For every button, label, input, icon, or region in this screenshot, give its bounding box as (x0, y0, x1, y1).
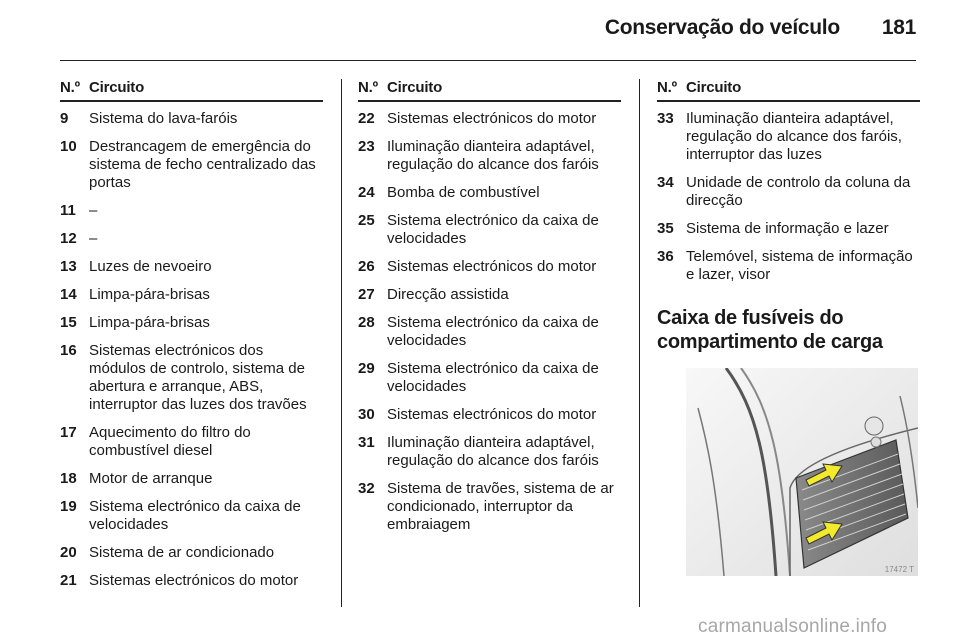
header-circuit: Circuito (89, 79, 145, 96)
header-title: Conservação do veículo (604, 16, 840, 39)
fuse-circuit: Iluminação dianteira adaptável, regulação do alcance dos faróis (387, 138, 599, 173)
fuse-row (657, 174, 920, 210)
fuse-number: 29 (358, 360, 375, 377)
fuse-column-2 (358, 79, 621, 544)
fuse-number: 23 (358, 138, 375, 155)
fuse-number: 30 (358, 406, 375, 423)
fuse-row (657, 220, 920, 238)
fuse-row (358, 360, 621, 396)
header-num: N.º (60, 79, 80, 96)
fuse-number: 25 (358, 212, 375, 229)
fuse-row (358, 434, 621, 470)
fuse-circuit: Sistema electrónico da caixa de velocidades (387, 212, 599, 247)
fuse-number: 31 (358, 434, 375, 451)
fuse-row (358, 286, 621, 304)
fuse-row (60, 138, 323, 192)
fuse-number: 24 (358, 184, 375, 201)
fuse-circuit: Luzes de nevoeiro (89, 258, 212, 275)
fuse-row (60, 110, 323, 128)
fuse-circuit: Sistemas electrónicos do motor (89, 572, 299, 589)
figure-code: 17472 T (884, 565, 914, 574)
fuse-circuit: Sistemas electrónicos do motor (387, 258, 597, 275)
column-divider (639, 79, 640, 607)
fuse-number: 9 (60, 110, 69, 127)
fuse-circuit: Aquecimento do filtro do combustível diesel (89, 424, 251, 459)
fuse-number: 36 (657, 248, 674, 265)
page-number: 181 (881, 16, 916, 39)
cargo-fuse-box-illustration (686, 368, 918, 576)
fuse-row (358, 110, 621, 128)
section-title: Caixa de fusíveis do compartimento de carga (657, 307, 883, 353)
fuse-circuit: Sistema electrónico da caixa de velocidades (387, 360, 599, 395)
fuse-row (60, 424, 323, 460)
fuse-row (60, 544, 323, 562)
fuse-row (358, 480, 621, 534)
fuse-number: 32 (358, 480, 375, 497)
fuse-circuit: Direcção assistida (387, 286, 509, 303)
fuse-circuit: Bomba de combustível (387, 184, 540, 201)
fuse-circuit: Sistema de ar condicionado (89, 544, 275, 561)
fuse-circuit: Motor de arranque (89, 470, 213, 487)
table-header (60, 79, 323, 102)
fuse-column-3 (657, 79, 920, 354)
cargo-compartment-drawing (686, 368, 918, 576)
fuse-row (60, 470, 323, 488)
fuse-number: 21 (60, 572, 77, 589)
fuse-row (60, 258, 323, 276)
fuse-circuit: – (89, 202, 98, 219)
fuse-row (60, 230, 323, 248)
fuse-circuit: Sistema de informação e lazer (686, 220, 889, 237)
fuse-circuit: Unidade de controlo da coluna da direcção (686, 174, 911, 209)
fuse-number: 35 (657, 220, 674, 237)
header-rule (60, 60, 916, 61)
fuse-circuit: Sistema de travões, sistema de ar condicionado, interruptor da embraiagem (387, 480, 614, 533)
table-header (358, 79, 621, 102)
fuse-circuit: Limpa-pára-brisas (89, 314, 210, 331)
fuse-row (657, 248, 920, 284)
fuse-row (60, 202, 323, 220)
fuse-number: 26 (358, 258, 375, 275)
fuse-circuit: Sistema electrónico da caixa de velocidades (387, 314, 599, 349)
fuse-circuit: Telemóvel, sistema de informação e lazer, visor (686, 248, 913, 283)
fuse-circuit: Sistema electrónico da caixa de velocidades (89, 498, 301, 533)
fuse-number: 11 (60, 202, 76, 219)
fuse-number: 22 (358, 110, 375, 127)
fuse-row (358, 314, 621, 350)
header-circuit: Circuito (686, 79, 742, 96)
fuse-row (60, 498, 323, 534)
fuse-number: 33 (657, 110, 674, 127)
fuse-column-1 (60, 79, 323, 600)
fuse-circuit: Iluminação dianteira adaptável, regulação do alcance dos faróis, interruptor das luzes (686, 110, 902, 163)
header-num: N.º (657, 79, 677, 96)
fuse-number: 13 (60, 258, 77, 275)
fuse-circuit: Sistema do lava-faróis (89, 110, 238, 127)
fuse-row (60, 314, 323, 332)
fuse-number: 17 (60, 424, 77, 441)
fuse-row (60, 342, 323, 414)
fuse-row (60, 286, 323, 304)
fuse-circuit: – (89, 230, 98, 247)
fuse-circuit: Sistemas electrónicos dos módulos de controlo, sistema de abertura e arranque, ABS, interruptor das luzes dos travões (89, 342, 307, 413)
fuse-number: 34 (657, 174, 674, 191)
fuse-circuit: Sistemas electrónicos do motor (387, 110, 597, 127)
table-header (657, 79, 920, 102)
header-circuit: Circuito (387, 79, 443, 96)
fuse-number: 12 (60, 230, 77, 247)
fuse-number: 18 (60, 470, 77, 487)
fuse-number: 10 (60, 138, 77, 155)
fuse-circuit: Iluminação dianteira adaptável, regulação do alcance dos faróis (387, 434, 599, 469)
fuse-row (358, 212, 621, 248)
fuse-number: 14 (60, 286, 77, 303)
fuse-number: 27 (358, 286, 375, 303)
fuse-row (657, 110, 920, 164)
column-divider (341, 79, 342, 607)
fuse-circuit: Destrancagem de emergência do sistema de fecho centralizado das portas (89, 138, 316, 191)
fuse-circuit: Sistemas electrónicos do motor (387, 406, 597, 423)
fuse-row (60, 572, 323, 590)
fuse-circuit: Limpa-pára-brisas (89, 286, 210, 303)
fuse-number: 19 (60, 498, 77, 515)
fuse-row (358, 184, 621, 202)
header-num: N.º (358, 79, 378, 96)
page-header (605, 16, 916, 40)
watermark: carmanualsonline.info (698, 616, 888, 637)
fuse-row (358, 258, 621, 276)
fuse-number: 16 (60, 342, 77, 359)
fuse-number: 15 (60, 314, 77, 331)
fuse-row (358, 406, 621, 424)
fuse-number: 28 (358, 314, 375, 331)
fuse-number: 20 (60, 544, 77, 561)
fuse-row (358, 138, 621, 174)
